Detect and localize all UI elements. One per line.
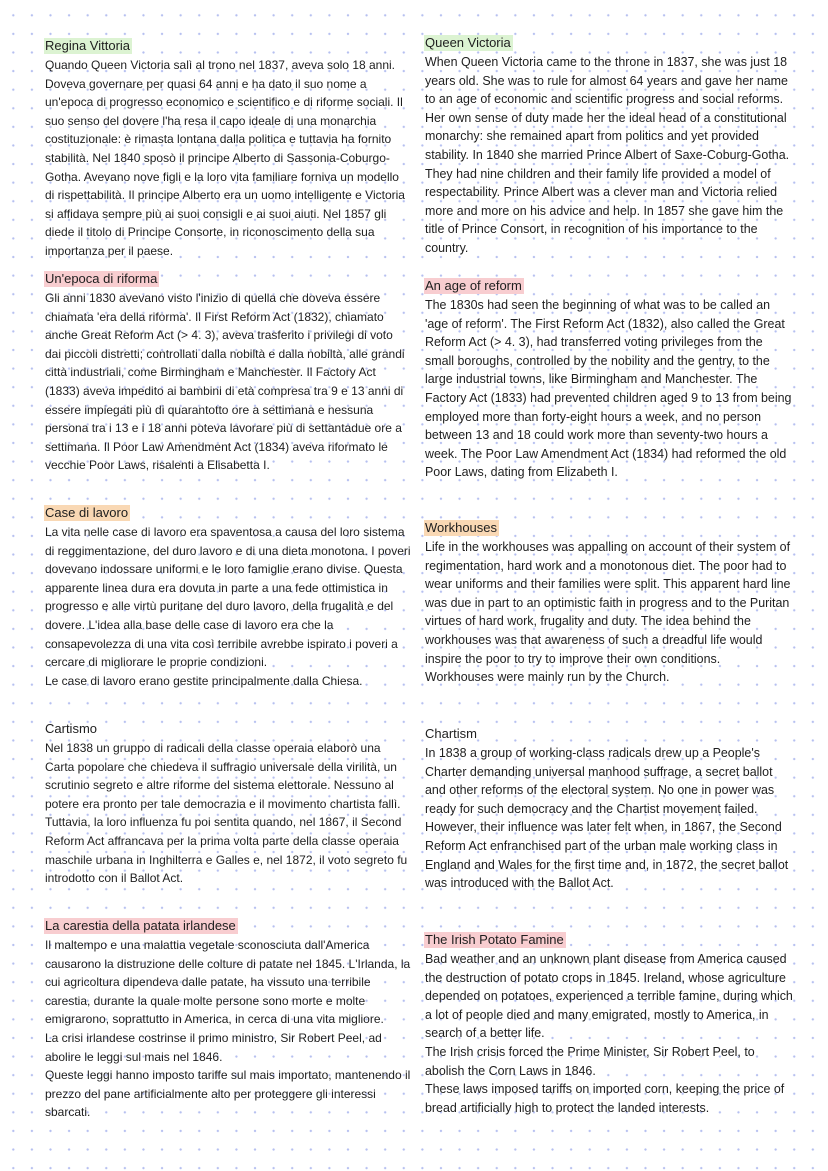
paragraph: These laws imposed tariffs on imported corn, keeping the price of bread artificially high to protect the landed interests. (425, 1082, 785, 1115)
section-epoca-di-riforma (45, 270, 411, 475)
paragraph: Workhouses were mainly run by the Church. (425, 670, 670, 685)
section-cartismo (45, 720, 411, 888)
paragraph: Quando Queen Victoria salì al trono nel 1837, aveva solo 18 anni. Doveva governare per quasi 64 anni e ha dato il suo nome a un'epoca di progresso economico e scientifico e di riforme sociali. Il suo senso del dovere l'ha resa il capo ideale di una monarchia costituzionale: è rimasta lontana dalla politica e tuttavia ha fornito stabilità. Nel 1840 sposò il principe Alberto di Sassonia-Coburgo-Gotha. Avevano nove figli e la loro vita familiare forniva un modello di rispettabilità. Il principe Alberto era un uomo intelligente e Victoria si affidava sempre più ai suoi consigli e ai suoi aiuti. Nel 1857 gli diede il titolo di Principe Consorte, in riconoscimento della sua importanza per il paese. (45, 58, 405, 258)
section-heading: The Irish Potato Famine (425, 932, 564, 947)
paragraph: Il maltempo e una malattia vegetale sconosciuta dall'America causarono la distruzione delle colture di patate nel 1845. L'Irlanda, la cui agricoltura dipendeva dalle patate, ha vissuto una terribile carestia, durante la quale molte persone sono morte e molte emigrarono, soprattutto in America, in cerca di una vita migliore. (45, 938, 411, 1027)
paragraph: In 1838 a group of working-class radicals drew up a People's Charter demanding universal manhood suffrage, a secret ballot and other reforms of the electoral system. No one in power was ready for such democracy and the Chartist movement failed. However, their influence was later felt when, in 1867, the Second Reform Act enfranchised part of the urban male working class in England and Wales for the first time and, in 1872, the secret ballot was introduced with the Ballot Act. (425, 746, 789, 891)
section-irish-potato-famine (425, 931, 795, 1117)
section-chartism (425, 725, 795, 893)
paragraph: Life in the workhouses was appalling on account of their system of regimentation, hard work and a monotonous diet. The poor had to wear uniforms and their families were split. This apparent hard line was due in part to an optimistic faith in progress and to the Puritan virtues of hard work, frugality and duty. The idea behind the workhouses was that awareness of such a dreadful life would inspire the poor to try to improve their own conditions. (425, 540, 791, 666)
section-case-di-lavoro (45, 504, 411, 690)
paragraph: Bad weather and an unknown plant disease from America caused the destruction of potato crops in 1845. Ireland, whose agriculture depended on potatoes, experienced a terrible famine, during which a lot of people died and many emigrated, mostly to America, in search of a better life. (425, 952, 793, 1041)
section-heading: An age of reform (425, 278, 522, 293)
section-age-of-reform (425, 277, 795, 482)
paragraph: La vita nelle case di lavoro era spaventosa a causa del loro sistema di reggimentazione, del duro lavoro e di una dieta monotona. I poveri dovevano indossare uniformi e le loro famiglie erano divise. Questa apparente linea dura era dovuta in parte a una fede ottimistica in progresso e alle virtù puritane del duro lavoro, della frugalità e del dovere. L'idea alla base delle case di lavoro era che la consapevolezza di una vita così terribile avrebbe ispirato i poveri a cercare di migliorare le proprie condizioni. (45, 525, 411, 670)
paragraph: Nel 1838 un gruppo di radicali della classe operaia elaborò una Carta popolare che chiedeva il suffragio universale della virilità, un scrutinio segreto e altre riforme del sistema elettorale. Nessuno al potere era pronto per tale democrazia e il movimento chartista fallì. Tuttavia, la loro influenza fu poi sentita quando, nel 1867, il Second Reform Act affrancava per la prima volta parte della classe operaia maschile urbana in Inghilterra e Galles e, nel 1872, il voto segreto fu introdotto con il Ballot Act. (45, 741, 408, 886)
section-heading: Workhouses (425, 520, 498, 535)
section-heading: Queen Victoria (425, 35, 511, 50)
section-heading: Un'epoca di riforma (45, 271, 158, 286)
paragraph: La crisi irlandese costrinse il primo ministro, Sir Robert Peel, ad abolire le leggi sul mais nel 1846. (45, 1030, 382, 1064)
section-carestia-patata (45, 917, 411, 1122)
section-queen-victoria (425, 34, 795, 258)
paragraph: Queste leggi hanno imposto tariffe sul mais importato, mantenendo il prezzo del pane artificialmente alto per proteggere gli interessi sbarcati. (45, 1068, 411, 1120)
paragraph: The 1830s had seen the beginning of what was to be called an 'age of reform'. The First Reform Act (1832), also called the Great Reform Act (> 4. 3), had transferred voting privileges from the small boroughs, controlled by the nobility and the gentry, to the large industrial towns, like Birmingham and Manchester. The Factory Act (1833) had prevented children aged 9 to 13 from being employed more than forty-eight hours a week, and no person between 13 and 18 could work more than seventy-two hours a week. The Poor Law Amendment Act (1834) had reformed the old Poor Laws, dating from Elizabeth I. (425, 298, 792, 480)
section-heading: La carestia della patata irlandese (45, 918, 236, 933)
section-regina-vittoria (45, 37, 411, 261)
section-heading: Chartism (425, 726, 478, 741)
section-heading: Regina Vittoria (45, 38, 131, 53)
paragraph: Gli anni 1830 avevano visto l'inizio di quella che doveva essere chiamata 'era della riforma'. Il First Reform Act (1832), chiamato anche Great Reform Act (> 4. 3), aveva trasferito i privilegi di voto dai piccoli distretti; controllati dalla nobiltà e dalla nobiltà, alle grandi città industriali, come Birmingham e Manchester. Il Factory Act (1833) aveva impedito ai bambini di età compresa tra 9 e 13 anni di essere impiegati più di quarantotto ore a settimana e nessuna persona tra i 13 e i 18 anni poteva lavorare più di settantadue ore a settimana. Il Poor Law Amendment Act (1834) aveva riformato le vecchie Poor Laws, risalenti a Elisabetta I. (45, 291, 405, 473)
section-workhouses (425, 519, 795, 687)
paragraph: When Queen Victoria came to the throne in 1837, she was just 18 years old. She was to rule for almost 64 years and gave her name to an age of economic and scientific progress and social reforms. Her own sense of duty made her the ideal head of a constitutional monarchy: she remained apart from politics and yet provided stability. In 1840 she married Prince Albert of Saxe-Coburg-Gotha. They had nine children and their family life provided a model of respectability. Prince Albert was a clever man and Victoria relied more and more on his advice and help. In 1857 she gave him the title of Prince Consort, in recognition of his importance to the country. (425, 55, 790, 255)
paragraph: Le case di lavoro erano gestite principalmente dalla Chiesa. (45, 673, 363, 688)
section-heading: Cartismo (45, 721, 98, 736)
paragraph: The Irish crisis forced the Prime Minister, Sir Robert Peel, to abolish the Corn Laws in 1846. (425, 1044, 755, 1078)
section-heading: Case di lavoro (45, 505, 129, 520)
